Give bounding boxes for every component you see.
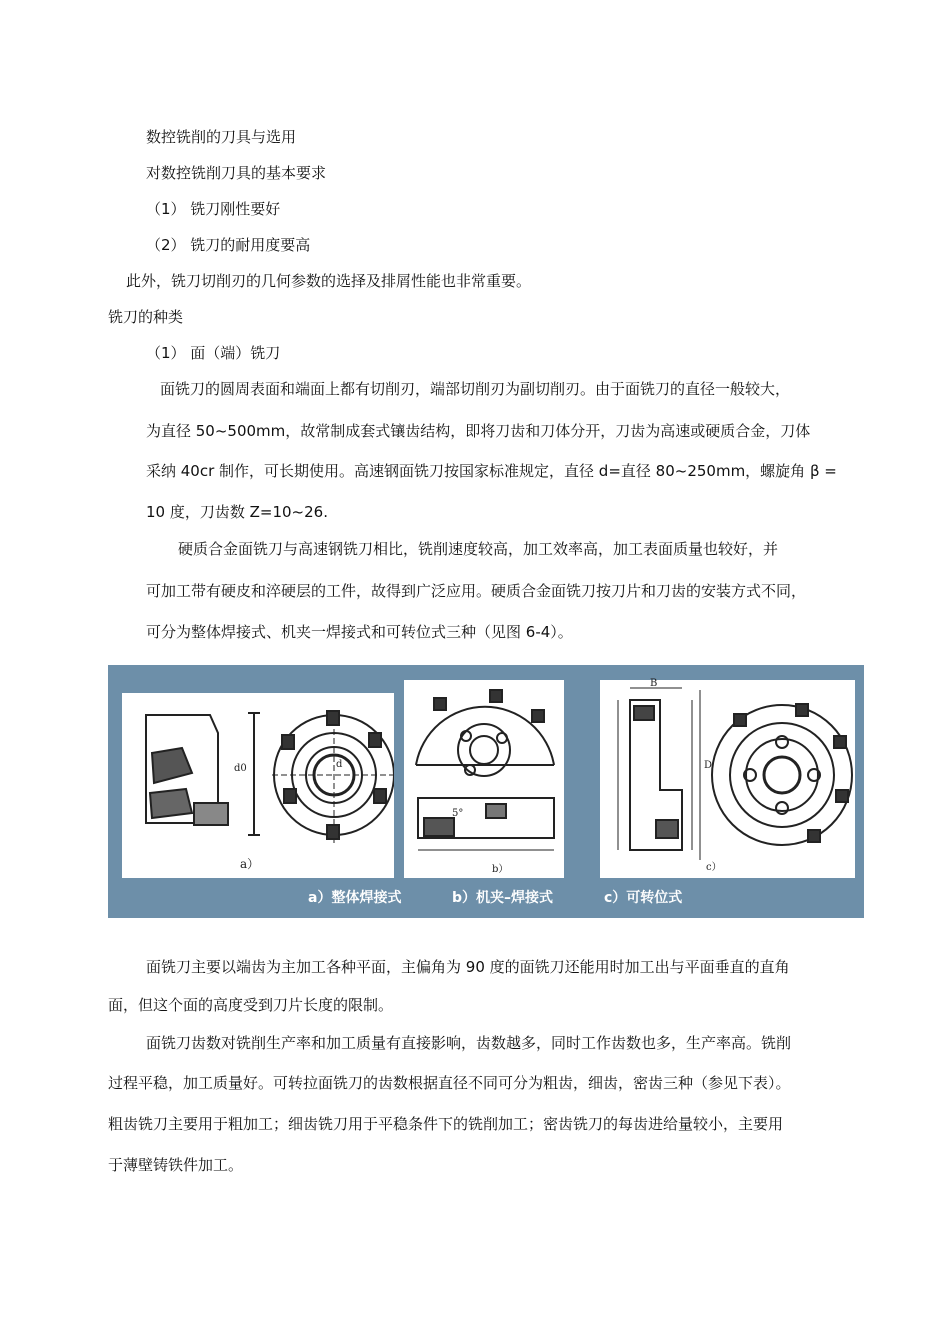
para2-line2: 可加工带有硬皮和淬硬层的工件，故得到广泛应用。硬质合金面铣刀按刀片和刀齿的安装方式不同， bbox=[146, 582, 807, 600]
sublabel-a: a） bbox=[240, 857, 260, 871]
sublabel-b: b） bbox=[492, 864, 509, 875]
para3-line2: 面，但这个面的高度受到刀片长度的限制。 bbox=[108, 996, 394, 1014]
figure-panel-a bbox=[122, 693, 394, 878]
dim-d0-label: d0 bbox=[234, 763, 247, 774]
figure-panel-b bbox=[404, 680, 564, 878]
heading-2: 对数控铣削刀具的基本要求 bbox=[146, 164, 327, 182]
heading-1: 数控铣削的刀具与选用 bbox=[146, 128, 297, 146]
para3-line1: 面铣刀主要以端齿为主加工各种平面，主偏角为 90 度的面铣刀还能用时加工出与平面垂直的直角 bbox=[146, 958, 790, 976]
para1-line2: 为直径 50~500mm，故常制成套式镶齿结构，即将刀齿和刀体分开，刀齿为高速或硬质合金，刀体 bbox=[146, 422, 811, 440]
face-mill-indexable-drawing bbox=[600, 680, 855, 878]
dim-5deg-label: 5° bbox=[452, 808, 464, 819]
para4-line1: 面铣刀齿数对铣削生产率和加工质量有直接影响，齿数越多，同时工作齿数也多，生产率高。铣削 bbox=[146, 1034, 792, 1052]
sublabel-c: c） bbox=[706, 862, 722, 873]
para1-line4: 10 度，刀齿数 Z=10~26. bbox=[146, 503, 328, 521]
figure-6-4 bbox=[108, 665, 864, 918]
para1-line3: 采纳 40cr 制作，可长期使用。高速钢面铣刀按国家标准规定，直径 d=直径 80~250mm，螺旋角 β = bbox=[146, 462, 837, 480]
requirement-2: （2） 铣刀的耐用度要高 bbox=[146, 236, 311, 254]
caption-a: a）整体焊接式 bbox=[308, 890, 402, 906]
para1-line1: 面铣刀的圆周表面和端面上都有切削刃，端部切削刃为副切削刃。由于面铣刀的直径一般较大， bbox=[160, 380, 791, 398]
requirement-1: （1） 铣刀刚性要好 bbox=[146, 200, 281, 218]
dim-B-label: B bbox=[650, 678, 658, 689]
caption-c: c）可转位式 bbox=[604, 890, 683, 906]
para4-line2: 过程平稳，加工质量好。可转拉面铣刀的齿数根据直径不同可分为粗齿，细齿，密齿三种（参见下表）。 bbox=[108, 1074, 791, 1092]
face-mill-clamp-weld-drawing bbox=[404, 680, 564, 878]
types-title: 铣刀的种类 bbox=[108, 308, 184, 326]
figure-panel-c bbox=[600, 680, 855, 878]
type-1: （1） 面（端）铣刀 bbox=[146, 344, 281, 362]
para4-line3: 粗齿铣刀主要用于粗加工；细齿铣刀用于平稳条件下的铣削加工；密齿铣刀的每齿进给量较小，主要用 bbox=[108, 1115, 784, 1133]
dim-d-label: d bbox=[336, 759, 343, 770]
para2-line3: 可分为整体焊接式、机夹一焊接式和可转位式三种（见图 6-4）。 bbox=[146, 623, 573, 641]
dim-D-label: D bbox=[704, 760, 713, 771]
caption-b: b）机夹–焊接式 bbox=[452, 890, 554, 906]
para4-line4: 于薄壁铸铁件加工。 bbox=[108, 1156, 244, 1174]
extra-note: 此外，铣刀切削刃的几何参数的选择及排屑性能也非常重要。 bbox=[126, 272, 532, 290]
face-mill-welded-drawing bbox=[122, 693, 394, 878]
para2-line1: 硬质合金面铣刀与高速钢铣刀相比，铣削速度较高，加工效率高，加工表面质量也较好，并 bbox=[178, 540, 779, 558]
